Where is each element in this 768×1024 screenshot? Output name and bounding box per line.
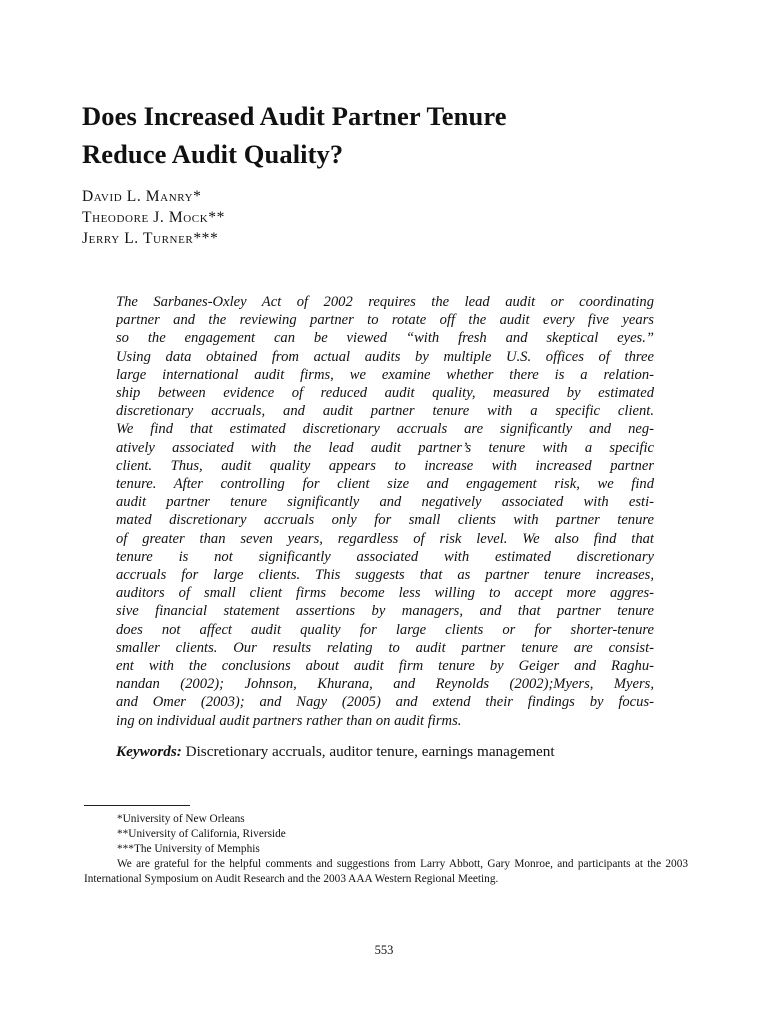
title-line-2: Reduce Audit Quality? [82,139,344,169]
keywords-label: Keywords: [116,743,182,760]
author-name: Theodore J. Mock** [82,209,225,226]
keywords-text: Discretionary accruals, auditor tenure, earnings management [181,743,555,760]
abstract-line: discretionary accruals, and audit partner tenure with a specific client. [116,403,654,420]
abstract-line: ing on individual audit partners rather than on audit firms. [116,712,462,729]
abstract-line: sive financial statement assertions by managers, and that partner tenure [116,603,654,620]
abstract-line: accruals for large clients. This suggests that as partner tenure increases, [116,567,654,584]
author-name: David L. Manry* [82,188,202,205]
abstract-line: mated discretionary accruals only for small clients with partner tenure [116,512,654,529]
abstract-line: large international audit firms, we examine whether there is a relation- [116,366,654,383]
abstract-line: tenure. After controlling for client size and engagement risk, we find [116,476,654,493]
footnotes [84,812,688,887]
abstract-line: We find that estimated discretionary accruals are significantly and neg- [116,421,654,438]
abstract-line: ship between evidence of reduced audit quality, measured by estimated [116,385,654,402]
abstract-line: audit partner tenure significantly and negatively associated with esti- [116,494,654,511]
abstract-line: partner and the reviewing partner to rotate off the audit every five years [116,312,654,329]
abstract-line: smaller clients. Our results relating to audit partner tenure are consist- [116,639,654,656]
abstract-line: so the engagement can be viewed “with fresh and skeptical eyes.” [116,330,654,347]
affiliation-footnote: *University of New Orleans [117,813,245,825]
abstract-line: The Sarbanes-Oxley Act of 2002 requires the lead audit or coordinating [116,294,654,310]
keywords [116,742,555,761]
author-name: Jerry L. Turner*** [82,230,219,247]
page-number: 553 [374,943,394,957]
abstract-line: client. Thus, audit quality appears to increase with increased partner [116,457,654,474]
footnote-divider [84,805,190,806]
abstract-line: does not affect audit quality for large clients or for shorter-tenure [116,621,654,638]
abstract-line: and Omer (2003); and Nagy (2005) and extend their findings by focus- [116,694,654,711]
abstract-line: ent with the conclusions about audit firm tenure by Geiger and Raghu- [116,658,654,675]
affiliation-footnote: **University of California, Riverside [117,828,286,840]
abstract-line: of greater than seven years, regardless of risk level. We also find that [116,530,654,547]
abstract-line: nandan (2002); Johnson, Khurana, and Reynolds (2002);Myers, Myers, [116,676,654,693]
abstract-line: Using data obtained from actual audits by multiple U.S. offices of three [116,348,654,365]
abstract-line: auditors of small client firms become less willing to accept more aggres- [116,585,654,602]
abstract-line: tenure is not significantly associated with estimated discretionary [116,548,654,565]
author-list [82,186,225,249]
acknowledgment-footnote: We are grateful for the helpful comments and suggestions from Larry Abbott, Gary Monroe, and participants at the 2003 International Symposium on Audit Research and the 2003 AAA Western Regional Meeting. [84,858,688,885]
title-line-1: Does Increased Audit Partner Tenure [82,101,507,131]
article-title [82,97,702,173]
abstract [116,293,654,730]
affiliation-footnote: ***The University of Memphis [117,843,260,855]
abstract-line: atively associated with the lead audit partner’s tenure with a specific [116,439,654,456]
